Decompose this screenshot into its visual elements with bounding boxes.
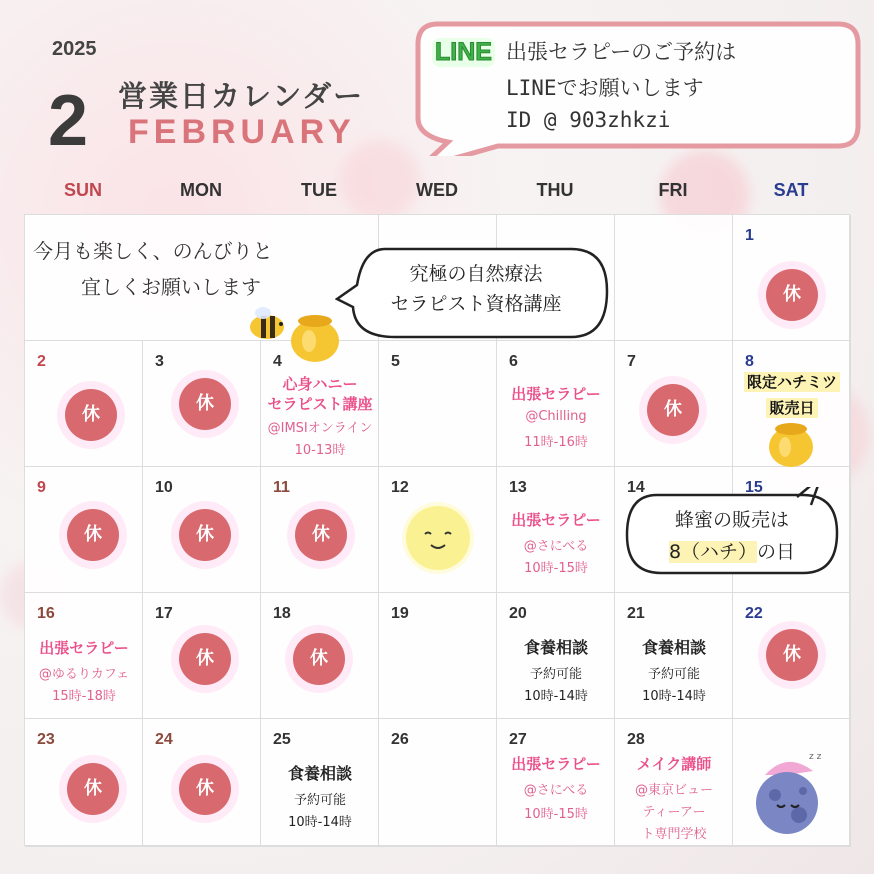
day-number: 24 xyxy=(155,731,173,748)
day-number: 4 xyxy=(273,353,282,370)
month-name: FEBRUARY xyxy=(128,113,356,151)
day-cell xyxy=(615,719,733,847)
day-cell xyxy=(497,593,615,719)
event-note: 予約可能 xyxy=(293,793,346,808)
event-time: 10時-15時 xyxy=(524,561,588,576)
event-title: 出張セラピー xyxy=(511,511,601,529)
day-number: 8 xyxy=(745,353,754,370)
honey-bubble-text xyxy=(639,537,825,564)
weekday-mon: MON xyxy=(180,180,222,200)
event-time: 15時-18時 xyxy=(52,689,116,704)
line-logo-icon: LINE xyxy=(432,38,495,67)
day-cell xyxy=(497,341,615,467)
day-number: 18 xyxy=(273,605,291,622)
event-time: 11時-16時 xyxy=(524,435,588,450)
closed-badge: 休 xyxy=(67,509,119,561)
event-note: 予約可能 xyxy=(647,667,700,682)
closed-badge: 休 xyxy=(179,763,231,815)
honey-bubble-text: 蜂蜜の販売は xyxy=(674,509,789,531)
line-notice-text: LINEでお願いします xyxy=(506,76,704,100)
closed-badge: 休 xyxy=(179,509,231,561)
event-time: 10時-14時 xyxy=(642,689,706,704)
day-number: 13 xyxy=(509,479,527,496)
event-time: 10時-15時 xyxy=(524,807,588,822)
day-cell xyxy=(143,593,261,719)
day-cell xyxy=(379,719,497,847)
day-number: 10 xyxy=(155,479,173,496)
moon-icon xyxy=(401,501,475,575)
day-cell xyxy=(733,215,851,341)
day-number: 19 xyxy=(391,605,409,622)
event-place: @ゆるりカフェ xyxy=(38,667,130,682)
day-number: 7 xyxy=(627,353,636,370)
day-cell xyxy=(25,467,143,593)
day-number: 6 xyxy=(509,353,518,370)
day-number: 12 xyxy=(391,479,409,496)
honey-jar-icon xyxy=(763,417,819,469)
weekday-thu: THU xyxy=(536,180,574,200)
day-number: 22 xyxy=(745,605,763,622)
closed-badge: 休 xyxy=(179,378,231,430)
event-title: 限定ハチミツ xyxy=(744,372,840,392)
event-title: 出張セラピー xyxy=(511,755,601,773)
event-time: 10-13時 xyxy=(294,443,346,458)
day-number: 21 xyxy=(627,605,645,622)
line-id-text: ID @ 903zhkzi xyxy=(506,108,671,132)
day-cell xyxy=(733,341,851,467)
page-title: 営業日カレンダー xyxy=(118,79,365,113)
honey-bubble-text-rest: の日 xyxy=(757,541,796,563)
closed-badge: 休 xyxy=(65,389,117,441)
closed-badge: 休 xyxy=(766,629,818,681)
honey-bubble-highlight: 8（ハチ） xyxy=(668,541,758,563)
closed-badge: 休 xyxy=(67,763,119,815)
closed-badge: 休 xyxy=(179,633,231,685)
day-number: 15 xyxy=(745,479,763,496)
course-bubble-text: 究極の自然療法 xyxy=(409,263,543,285)
bee-icon xyxy=(245,299,345,365)
day-cell xyxy=(143,341,261,467)
event-title: 出張セラピー xyxy=(39,639,129,657)
day-number: 14 xyxy=(627,479,645,496)
day-cell xyxy=(615,593,733,719)
event-place: @Chilling xyxy=(525,409,587,424)
day-number: 9 xyxy=(37,479,46,496)
weekday-sun: SUN xyxy=(63,180,102,200)
day-number: 27 xyxy=(509,731,527,748)
day-cell xyxy=(379,467,497,593)
day-cell xyxy=(261,593,379,719)
day-cell xyxy=(733,719,851,847)
calendar-grid xyxy=(24,214,850,846)
day-number: 2 xyxy=(37,353,46,370)
weekday-tue: TUE xyxy=(301,180,337,200)
weekday-sat: SAT xyxy=(773,180,809,200)
closed-badge: 休 xyxy=(293,633,345,685)
event-time: 10時-14時 xyxy=(288,815,352,830)
day-number: 5 xyxy=(391,353,400,370)
event-title: 心身ハニー xyxy=(282,375,358,393)
day-number: 28 xyxy=(627,731,645,748)
event-place: @IMSIオンライン xyxy=(267,421,373,436)
weekday-fri: FRI xyxy=(658,180,688,200)
day-number: 3 xyxy=(155,353,164,370)
greeting-text: 宜しくお願いします xyxy=(81,275,261,299)
day-cell xyxy=(143,467,261,593)
day-number: 17 xyxy=(155,605,173,622)
event-title: 食養相談 xyxy=(641,638,706,657)
year-label: 2025 xyxy=(52,38,97,60)
svg-text:z z: z z xyxy=(809,752,822,762)
day-cell xyxy=(25,341,143,467)
closed-badge: 休 xyxy=(295,509,347,561)
event-place: @東京ビュー xyxy=(634,783,713,798)
closed-badge: 休 xyxy=(647,384,699,436)
day-cell xyxy=(143,719,261,847)
day-cell xyxy=(25,719,143,847)
event-title: 出張セラピー xyxy=(511,385,601,403)
course-bubble-text: セラピスト資格講座 xyxy=(390,293,562,315)
event-place: ト専門学校 xyxy=(641,827,707,842)
day-cell xyxy=(497,719,615,847)
day-cell xyxy=(379,341,497,467)
day-cell xyxy=(615,341,733,467)
event-place: @さにべる xyxy=(523,539,589,554)
day-number: 11 xyxy=(273,479,290,496)
event-place: ティーアー xyxy=(642,805,706,820)
day-cell xyxy=(733,593,851,719)
month-number: 2 xyxy=(48,81,89,161)
event-wrap xyxy=(733,397,851,418)
closed-badge: 休 xyxy=(766,269,818,321)
event-time: 10時-14時 xyxy=(524,689,588,704)
event-title: セラピスト講座 xyxy=(267,395,373,413)
event-title: 食養相談 xyxy=(287,764,352,783)
day-number: 16 xyxy=(37,605,55,622)
day-number: 25 xyxy=(273,731,291,748)
honey-speech-bubble xyxy=(621,487,843,581)
event-wrap xyxy=(733,371,851,392)
day-cell xyxy=(379,593,497,719)
line-notice-text: 出張セラピーのご予約は xyxy=(506,40,737,64)
event-title: 食養相談 xyxy=(523,638,588,657)
event-title: 販売日 xyxy=(766,398,817,418)
greeting-text: 今月も楽しく、のんびりと xyxy=(33,239,273,263)
sleeping-planet-icon xyxy=(747,749,827,839)
day-number: 1 xyxy=(745,227,754,244)
day-number: 20 xyxy=(509,605,527,622)
calendar-header xyxy=(0,0,874,180)
day-cell xyxy=(261,467,379,593)
event-place: @さにべる xyxy=(523,783,589,798)
day-cell xyxy=(25,593,143,719)
event-title: メイク講師 xyxy=(636,755,712,773)
event-note: 予約可能 xyxy=(529,667,582,682)
day-number: 23 xyxy=(37,731,55,748)
day-cell xyxy=(261,719,379,847)
empty-cell xyxy=(615,215,733,341)
weekday-wed: WED xyxy=(416,180,458,200)
day-cell xyxy=(497,467,615,593)
day-number: 26 xyxy=(391,731,409,748)
